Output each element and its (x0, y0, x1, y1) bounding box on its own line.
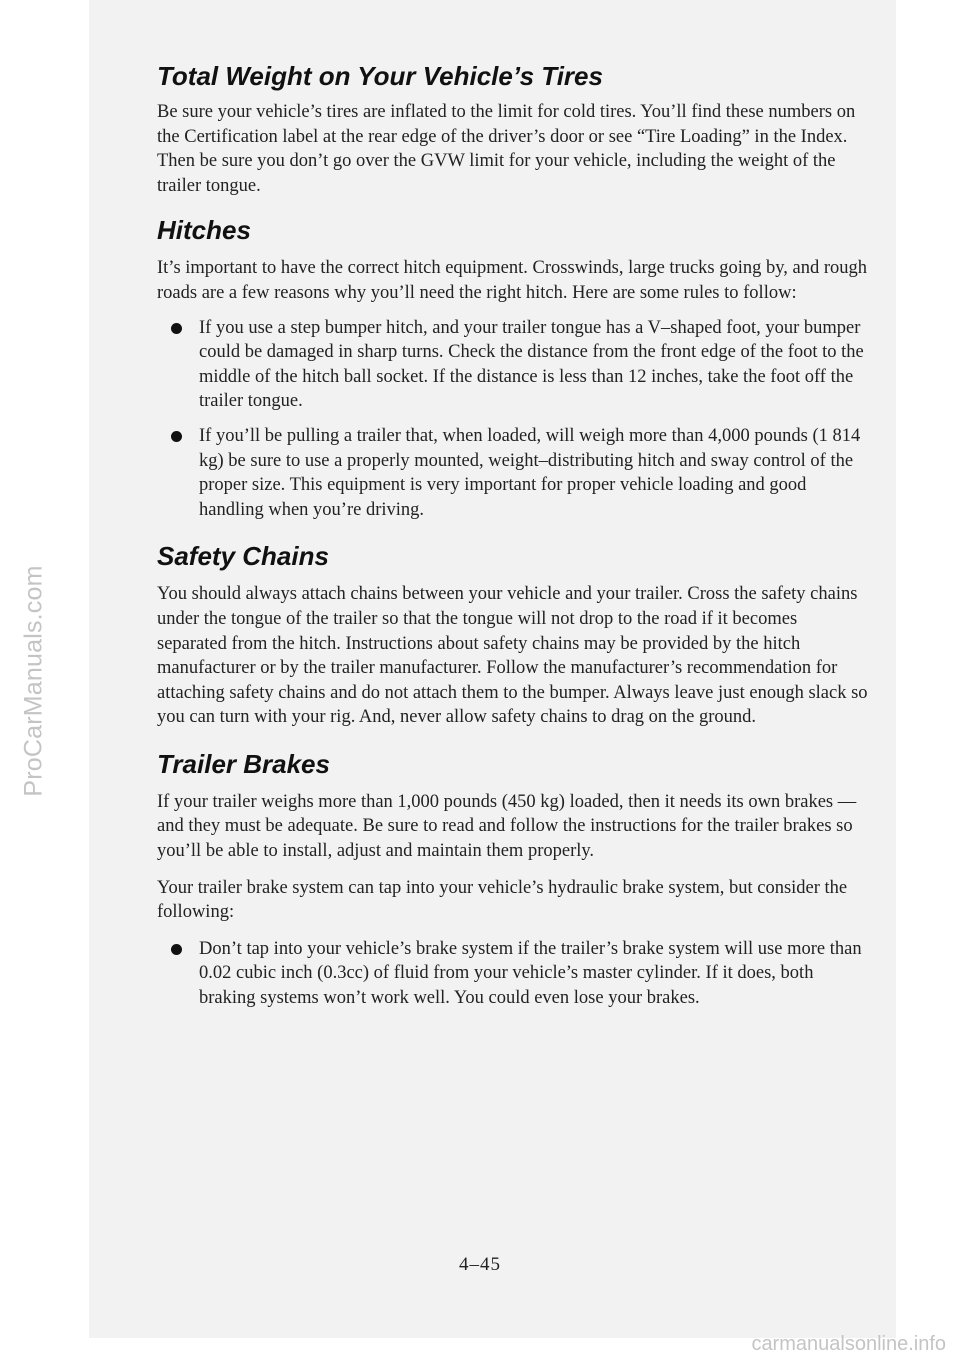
list-item (169, 937, 869, 1011)
paragraph-trailer-brakes-2: Your trailer brake system can tap into your vehicle’s hydraulic brake system, but consider the following: (157, 877, 848, 923)
page-content (157, 58, 869, 1021)
bullet-text: Don’t tap into your vehicle’s brake system if the trailer’s brake system will use more than 0.02 cubic inch (0.3cc) of fluid from your vehicle’s master cylinder. If it does, both braking systems won’t work well. You could even lose your brakes. (199, 938, 862, 1009)
bullet-text: If you’ll be pulling a trailer that, when loaded, will weigh more than 4,000 pounds (1 814 kg) be sure to use a properly mounted, weight–distributing hitch and sway control of the proper size. This equipment is very important for proper vehicle loading and good handling when you’re driving. (199, 425, 861, 520)
hitches-bullet-list (169, 316, 869, 523)
bullet-icon (171, 944, 182, 955)
bullet-icon (171, 431, 182, 442)
brakes-bullet-list (169, 937, 869, 1011)
list-item (169, 424, 869, 522)
side-watermark-text: ProCarManuals.com (19, 565, 48, 797)
paragraph-total-weight: Be sure your vehicle’s tires are inflated to the limit for cold tires. You’ll find these numbers on the Certification label at the rear edge of the driver’s door or see “Tire Loading” in the Index. Then be sure you don’t go over the GVW limit for your vehicle, including the weight of the trailer tongue. (157, 102, 856, 196)
bullet-text: If you use a step bumper hitch, and your trailer tongue has a V–shaped foot, your bumper could be damaged in sharp turns. Check the distance from the front edge of the foot to the middle of the hitch ball socket. If the distance is less than 12 inches, take the foot off the trailer tongue. (199, 317, 864, 412)
side-watermark (4, 0, 64, 1362)
heading-hitches: Hitches (157, 215, 251, 246)
page-number: 4–45 (459, 1254, 501, 1275)
paragraph-trailer-brakes-1: If your trailer weighs more than 1,000 pounds (450 kg) loaded, then it needs its own brakes — and they must be adequate. Be sure to read and follow the instructions for the trailer brakes so you’ll be able to install, adjust and maintain them properly. (157, 791, 857, 862)
bottom-watermark: carmanualsonline.info (751, 1333, 946, 1355)
list-item (169, 316, 869, 414)
bullet-icon (171, 323, 182, 334)
heading-trailer-brakes: Trailer Brakes (157, 748, 330, 779)
paragraph-hitches: It’s important to have the correct hitch equipment. Crosswinds, large trucks going by, and rough roads are a few reasons why you’ll need the right hitch. Here are some rules to follow: (157, 258, 868, 303)
paragraph-safety-chains: You should always attach chains between your vehicle and your trailer. Cross the safety chains under the tongue of the trailer so that the tongue will not drop to the road if it becomes separated from the hitch. Instructions about safety chains may be provided by the hitch manufacturer or by the trailer manufacturer. Follow the manufacturer’s recommendation for attaching safety chains and do not attach them to the bumper. Always leave just enough slack so you can turn with your rig. And, never allow safety chains to drag on the ground. (157, 584, 868, 728)
heading-safety-chains: Safety Chains (157, 541, 329, 572)
heading-total-weight: Total Weight on Your Vehicle’s Tires (157, 61, 603, 91)
